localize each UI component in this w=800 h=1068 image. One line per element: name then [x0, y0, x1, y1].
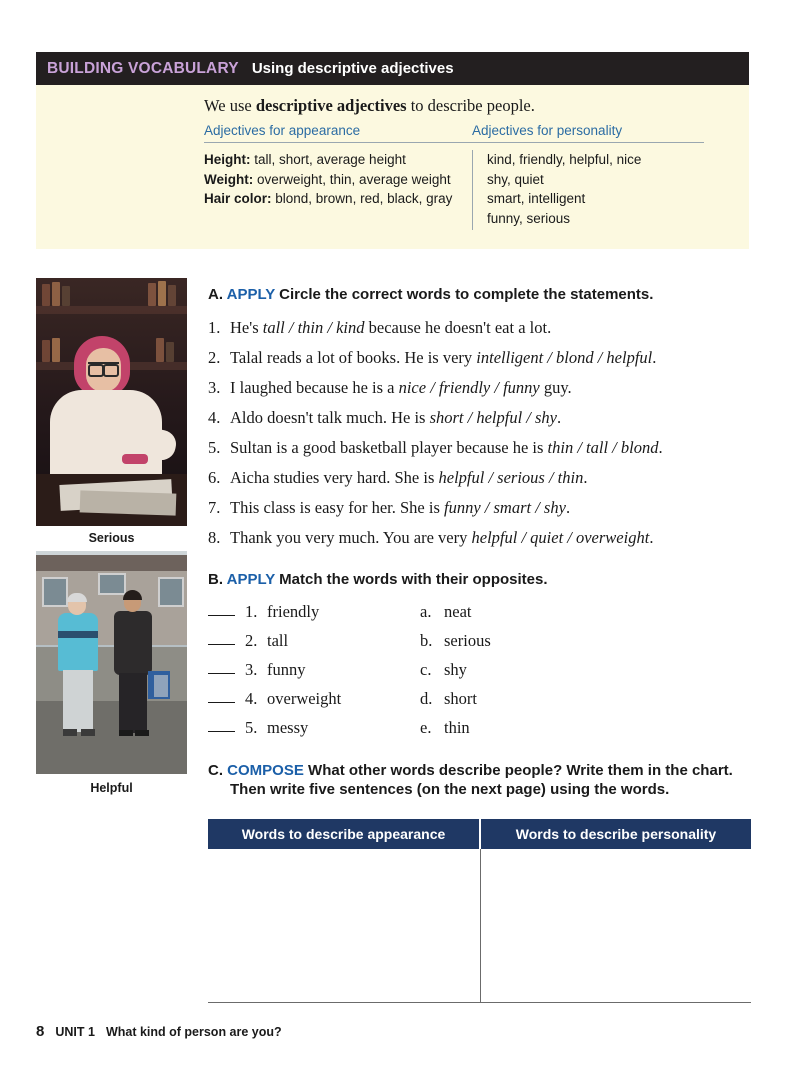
item-text — [230, 493, 570, 523]
item-text — [230, 313, 551, 343]
exercise-a-letter: A. — [208, 286, 223, 303]
vocabulary-intro — [204, 96, 535, 116]
exercise-c-instruction-line2: Then write five sentences (on the next page) using the words. — [230, 781, 670, 798]
footer-unit-title: What kind of person are you? — [105, 1025, 282, 1039]
match-row — [208, 684, 420, 713]
answer-blank[interactable] — [208, 713, 235, 732]
option-row — [420, 655, 620, 684]
book — [158, 281, 166, 306]
item-number: 6. — [208, 468, 221, 487]
item-post: . — [649, 528, 654, 547]
banner-label: BUILDING VOCABULARY — [47, 59, 239, 77]
exercise-b-heading — [208, 571, 678, 588]
shopping-bag — [154, 675, 168, 697]
personality-row: kind, friendly, helpful, nice — [487, 152, 642, 167]
item-text — [230, 463, 587, 493]
window — [98, 573, 126, 595]
shoe — [119, 730, 133, 736]
item-word: messy — [267, 718, 309, 737]
item-choices[interactable]: tall / thin / kind — [262, 318, 365, 337]
window — [158, 577, 184, 607]
match-row — [208, 597, 420, 626]
item-pre: Aldo doesn't talk much. He is — [230, 408, 430, 427]
personality-row: funny, serious — [487, 210, 571, 226]
item-post: . — [565, 498, 571, 517]
appearance-row — [204, 189, 472, 209]
exercise-b-right-column — [420, 597, 620, 742]
exercise-c-letter: C. — [208, 762, 223, 779]
item-text — [230, 343, 656, 373]
list-item — [208, 523, 768, 553]
item-word: friendly — [267, 602, 320, 621]
item-choices[interactable]: helpful / serious / thin — [438, 468, 584, 487]
building-vocabulary-banner — [36, 52, 749, 85]
match-row — [208, 713, 420, 742]
adjectives-table-header — [204, 123, 704, 143]
answer-blank[interactable] — [208, 626, 235, 645]
option-word: shy — [444, 660, 467, 679]
page-footer — [36, 1023, 282, 1040]
option-word: short — [444, 689, 477, 708]
option-row — [420, 597, 620, 626]
list-item — [208, 493, 768, 523]
item-number: 7. — [208, 498, 221, 517]
option-letter: c. — [420, 660, 432, 679]
item-text — [230, 523, 653, 553]
item-number: 1. — [208, 318, 221, 337]
book — [62, 286, 70, 306]
match-row — [208, 655, 420, 684]
item-post: . — [652, 348, 657, 367]
item-choices[interactable]: thin / tall / blond — [547, 438, 659, 457]
answer-blank[interactable] — [208, 597, 235, 616]
option-letter: d. — [420, 689, 433, 708]
item-number: 8. — [208, 528, 221, 547]
item-number: 4. — [245, 689, 258, 708]
item-number: 5. — [208, 438, 221, 457]
item-choices[interactable]: nice / friendly / funny — [398, 378, 540, 397]
list-item — [208, 343, 768, 373]
chart-header-row — [208, 819, 751, 849]
item-post: . — [583, 468, 588, 487]
exercise-b — [208, 571, 678, 742]
item-word: tall — [267, 631, 289, 650]
item-post: guy. — [539, 378, 572, 397]
photo-helpful-men — [36, 551, 187, 774]
appearance-list — [204, 150, 472, 230]
item-post: because he doesn't eat a lot. — [364, 318, 552, 337]
item-text — [230, 373, 572, 403]
item-word: overweight — [267, 689, 342, 708]
list-item — [208, 463, 768, 493]
option-letter: e. — [420, 718, 432, 737]
person-legs — [63, 670, 93, 732]
personality-row: shy, quiet — [487, 171, 544, 187]
intro-text-after: to describe people. — [406, 96, 535, 115]
exercise-b-verb: APPLY — [226, 571, 275, 588]
book — [42, 340, 50, 362]
list-item — [208, 313, 768, 343]
wrist-band — [122, 454, 148, 464]
appearance-label: Hair color: — [204, 191, 272, 206]
eyeglasses — [88, 362, 119, 373]
item-pre: Sultan is a good basketball player because he is — [230, 438, 548, 457]
item-choices[interactable]: intelligent / blond / helpful — [476, 348, 653, 367]
book — [168, 285, 176, 306]
chart-body-row — [208, 849, 751, 1003]
exercise-c-heading — [208, 762, 768, 779]
shoe — [81, 729, 95, 736]
item-post: . — [658, 438, 663, 457]
person-legs — [119, 673, 147, 733]
option-row — [420, 626, 620, 655]
exercise-c-instruction-line1: What other words describe people? Write them in the chart. — [308, 762, 733, 779]
exercise-a-heading — [208, 286, 768, 303]
person-coat — [114, 611, 152, 675]
book — [42, 284, 50, 306]
footer-unit: UNIT 1 — [55, 1025, 95, 1039]
item-text — [230, 403, 561, 433]
jacket-stripe — [58, 631, 98, 638]
item-number: 3. — [208, 378, 221, 397]
intro-text-before: We use — [204, 96, 256, 115]
photo-serious-woman — [36, 278, 187, 526]
item-text — [230, 433, 663, 463]
intro-text-bold: descriptive adjectives — [255, 96, 407, 115]
item-pre: He's — [230, 318, 263, 337]
item-choices[interactable]: funny / smart / shy — [444, 498, 566, 517]
column-header-appearance: Adjectives for appearance — [204, 123, 361, 138]
book — [166, 342, 174, 362]
option-word: thin — [444, 718, 470, 737]
window — [42, 577, 68, 607]
exercise-a-verb: APPLY — [226, 286, 275, 303]
exercise-a-instruction: Circle the correct words to complete the statements. — [279, 286, 654, 303]
item-number: 2. — [208, 348, 221, 367]
item-pre: This class is easy for her. She is — [230, 498, 445, 517]
shelf — [36, 306, 187, 314]
answer-blank[interactable] — [208, 684, 235, 703]
exercise-b-left-column — [208, 597, 420, 742]
adjectives-table — [204, 123, 704, 230]
exercise-c-verb: COMPOSE — [227, 762, 304, 779]
banner-subtitle: Using descriptive adjectives — [251, 60, 454, 77]
chart-header-appearance: Words to describe appearance — [208, 819, 481, 849]
answer-blank[interactable] — [208, 655, 235, 674]
exercise-b-columns — [208, 597, 678, 742]
column-header-personality: Adjectives for personality — [472, 123, 623, 138]
item-choices[interactable]: short / helpful / shy — [429, 408, 557, 427]
roof — [36, 555, 187, 571]
item-number: 1. — [245, 602, 258, 621]
road — [36, 701, 187, 774]
photo-caption-helpful: Helpful — [90, 781, 133, 795]
papers — [80, 490, 177, 515]
vocabulary-box — [36, 85, 749, 249]
list-item — [208, 373, 768, 403]
photo-caption-serious: Serious — [88, 531, 135, 545]
book — [52, 338, 60, 362]
appearance-row — [204, 170, 472, 190]
option-word: serious — [444, 631, 491, 650]
appearance-value: blond, brown, red, black, gray — [271, 191, 453, 206]
item-number: 3. — [245, 660, 258, 679]
item-pre: I laughed because he is a — [230, 378, 399, 397]
item-post: . — [557, 408, 562, 427]
appearance-row — [204, 150, 472, 170]
book — [148, 283, 156, 306]
page-number: 8 — [36, 1023, 45, 1040]
item-word: funny — [267, 660, 306, 679]
chart-header-personality: Words to describe personality — [481, 819, 751, 849]
item-number: 5. — [245, 718, 258, 737]
appearance-value: tall, short, average height — [250, 152, 406, 167]
exercise-a — [208, 286, 768, 553]
option-letter: b. — [420, 631, 433, 650]
describe-people-chart — [208, 819, 751, 1003]
item-pre: Talal reads a lot of books. He is very — [230, 348, 477, 367]
exercise-b-letter: B. — [208, 571, 223, 588]
personality-row: smart, intelligent — [487, 191, 586, 206]
option-letter: a. — [420, 602, 432, 621]
book — [156, 338, 164, 362]
personality-list — [472, 150, 641, 230]
option-word: neat — [444, 602, 472, 621]
person-jacket — [58, 613, 98, 671]
item-pre: Aicha studies very hard. She is — [230, 468, 439, 487]
exercise-b-instruction: Match the words with their opposites. — [279, 571, 548, 588]
exercise-c — [208, 762, 768, 798]
list-item — [208, 433, 768, 463]
appearance-label: Weight: — [204, 171, 254, 187]
match-row — [208, 626, 420, 655]
option-row — [420, 684, 620, 713]
appearance-value: overweight, thin, average weight — [253, 171, 451, 187]
shoe — [135, 730, 149, 736]
item-choices[interactable]: helpful / quiet / overweight — [471, 528, 650, 547]
shoe — [63, 729, 77, 736]
item-number: 4. — [208, 408, 221, 427]
person-hair — [67, 593, 87, 602]
option-row — [420, 713, 620, 742]
item-number: 2. — [245, 631, 258, 650]
appearance-label: Height: — [204, 152, 251, 167]
list-item — [208, 403, 768, 433]
item-pre: Thank you very much. You are very — [230, 528, 472, 547]
adjectives-table-body — [204, 150, 704, 230]
chart-cell-appearance[interactable] — [208, 849, 481, 1003]
chart-cell-personality[interactable] — [481, 849, 751, 1003]
exercise-a-items — [208, 313, 768, 553]
book — [52, 282, 60, 306]
